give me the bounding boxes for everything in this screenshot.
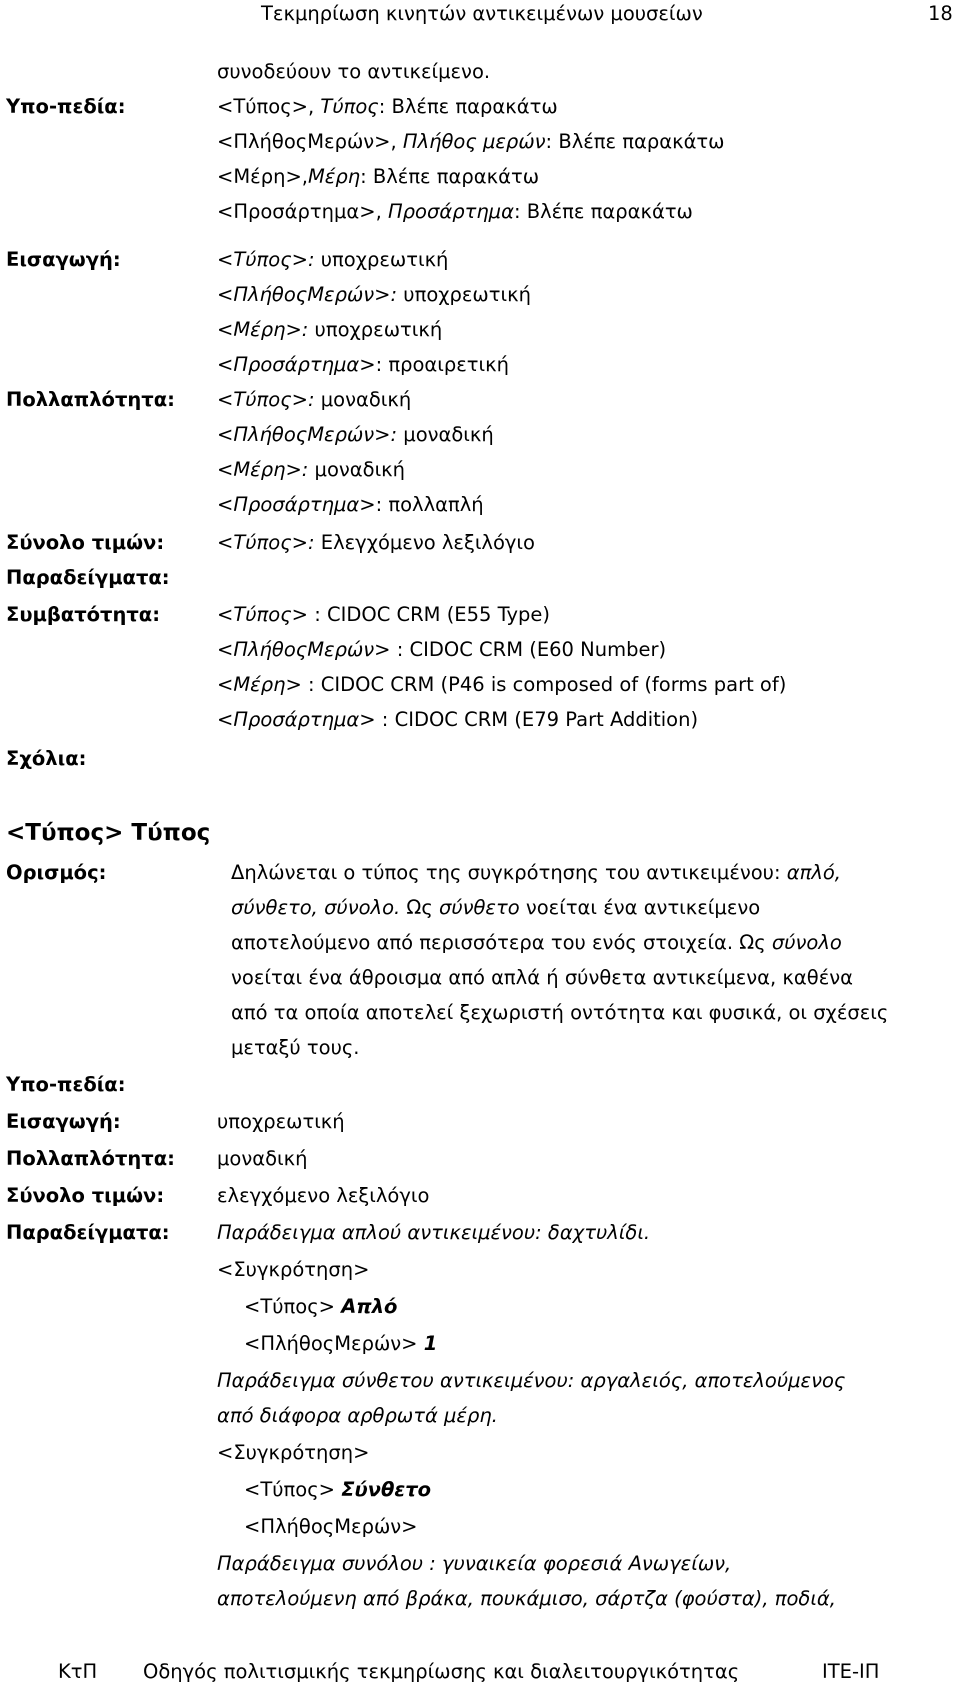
- examples-row: Παραδείγματα: Παράδειγμα απλού αντικειμένου: δαχτυλίδι.: [0, 1218, 960, 1250]
- multiplicity-row: Πολλαπλότητα: μοναδική: [0, 1144, 960, 1176]
- label-multiplicity: Πολλαπλότητα:: [6, 388, 175, 411]
- definition-line: από τα οποία αποτελεί ξεχωριστή οντότητα και φυσικά, οι σχέσεις: [231, 1001, 889, 1024]
- valueset-row: Σύνολο τιμών: ελεγχόμενο λεξιλόγιο: [0, 1181, 960, 1213]
- label-entry: Εισαγωγή:: [6, 1110, 121, 1133]
- example-line: <Τύπος> Σύνθετο: [244, 1478, 432, 1501]
- multiplicity-row: <Μέρη>: μοναδική: [217, 458, 406, 481]
- entry-row: <Μέρη>: υποχρεωτική: [217, 318, 443, 341]
- compat-row: <ΠλήθοςΜερών> : CIDOC CRM (E60 Number): [217, 638, 667, 661]
- subfield-row: <Προσάρτημα>, Προσάρτημα: Βλέπε παρακάτω: [217, 200, 693, 223]
- entry-row: Εισαγωγή: <Τύπος>: υποχρεωτική: [0, 245, 960, 277]
- example-line: Παράδειγμα σύνθετου αντικειμένου: αργαλειός, αποτελούμενος: [217, 1369, 846, 1392]
- example-line: αποτελούμενη από βράκα, πουκάμισο, σάρτζα (φούστα), ποδιά,: [217, 1587, 836, 1610]
- section-title: <Τύπος> Τύπος: [6, 820, 211, 846]
- definition-line: σύνθετο, σύνολο. Ως σύνθετο νοείται ένα αντικείμενο: [231, 896, 761, 919]
- multiplicity-row: <Προσάρτημα>: πολλαπλή: [217, 493, 484, 516]
- compat-row: <Προσάρτημα> : CIDOC CRM (E79 Part Addition): [217, 708, 699, 731]
- label-valueset: Σύνολο τιμών:: [6, 531, 165, 554]
- compat-row: Συμβατότητα: <Τύπος> : CIDOC CRM (E55 Type): [0, 600, 960, 632]
- label-valueset: Σύνολο τιμών:: [6, 1184, 165, 1207]
- label-subfields: Υπο-πεδία:: [6, 95, 126, 118]
- example-line: <Τύπος> Απλό: [244, 1295, 398, 1318]
- definition-line: νοείται ένα άθροισμα από απλά ή σύνθετα αντικείμενα, καθένα: [231, 966, 853, 989]
- header-title: Τεκμηρίωση κινητών αντικειμένων μουσείων: [261, 2, 703, 25]
- definition-line: αποτελούμενο από περισσότερα του ενός στοιχεία. Ως σύνολο: [231, 931, 842, 954]
- page-footer: [0, 1660, 960, 1690]
- label-compat: Συμβατότητα:: [6, 603, 161, 626]
- page-number: 18: [928, 2, 953, 25]
- entry-row: <Προσάρτημα>: προαιρετική: [217, 353, 509, 376]
- valueset-row: Σύνολο τιμών: <Τύπος>: Ελεγχόμενο λεξιλόγιο: [0, 528, 960, 560]
- compat-row: <Μέρη> : CIDOC CRM (P46 is composed of (forms part of): [217, 673, 787, 696]
- label-multiplicity: Πολλαπλότητα:: [6, 1147, 175, 1170]
- footer-middle: Οδηγός πολιτισμικής τεκμηρίωσης και διαλειτουργικότητας: [143, 1660, 740, 1683]
- example-line: <ΠλήθοςΜερών>: [244, 1515, 418, 1538]
- example-line: <ΠλήθοςΜερών> 1: [244, 1332, 438, 1355]
- label-comments: Σχόλια:: [6, 747, 87, 770]
- comments-row: [0, 744, 960, 776]
- footer-left: ΚτΠ: [58, 1660, 98, 1683]
- subfield-row: Υπο-πεδία: <Τύπος>, Τύπος: Βλέπε παρακάτω: [0, 92, 960, 124]
- definition-row: Ορισμός: Δηλώνεται ο τύπος της συγκρότησης του αντικειμένου: απλό,: [0, 858, 960, 890]
- continuation-line: συνοδεύουν το αντικείμενο.: [217, 60, 491, 83]
- label-entry: Εισαγωγή:: [6, 248, 121, 271]
- label-subfields: Υπο-πεδία:: [6, 1073, 126, 1096]
- examples-row: [0, 563, 960, 595]
- subfield-row: <Μέρη>,Μέρη: Βλέπε παρακάτω: [217, 165, 540, 188]
- subfields-row: [0, 1070, 960, 1102]
- label-examples: Παραδείγματα:: [6, 1221, 170, 1244]
- page-header: [0, 2, 960, 32]
- footer-right: ΙΤΕ-ΙΠ: [822, 1660, 880, 1683]
- entry-row: Εισαγωγή: υποχρεωτική: [0, 1107, 960, 1139]
- example-line: από διάφορα αρθρωτά μέρη.: [217, 1404, 498, 1427]
- subfield-row: <ΠλήθοςΜερών>, Πλήθος μερών: Βλέπε παρακάτω: [217, 130, 725, 153]
- entry-row: <ΠλήθοςΜερών>: υποχρεωτική: [217, 283, 531, 306]
- label-definition: Ορισμός:: [6, 861, 107, 884]
- multiplicity-row: <ΠλήθοςΜερών>: μοναδική: [217, 423, 494, 446]
- label-examples: Παραδείγματα:: [6, 566, 170, 589]
- multiplicity-row: Πολλαπλότητα: <Τύπος>: μοναδική: [0, 385, 960, 417]
- example-line: <Συγκρότηση>: [217, 1258, 370, 1281]
- example-line: Παράδειγμα συνόλου : γυναικεία φορεσιά Ανωγείων,: [217, 1552, 732, 1575]
- example-line: <Συγκρότηση>: [217, 1441, 370, 1464]
- definition-line: μεταξύ τους.: [231, 1036, 360, 1059]
